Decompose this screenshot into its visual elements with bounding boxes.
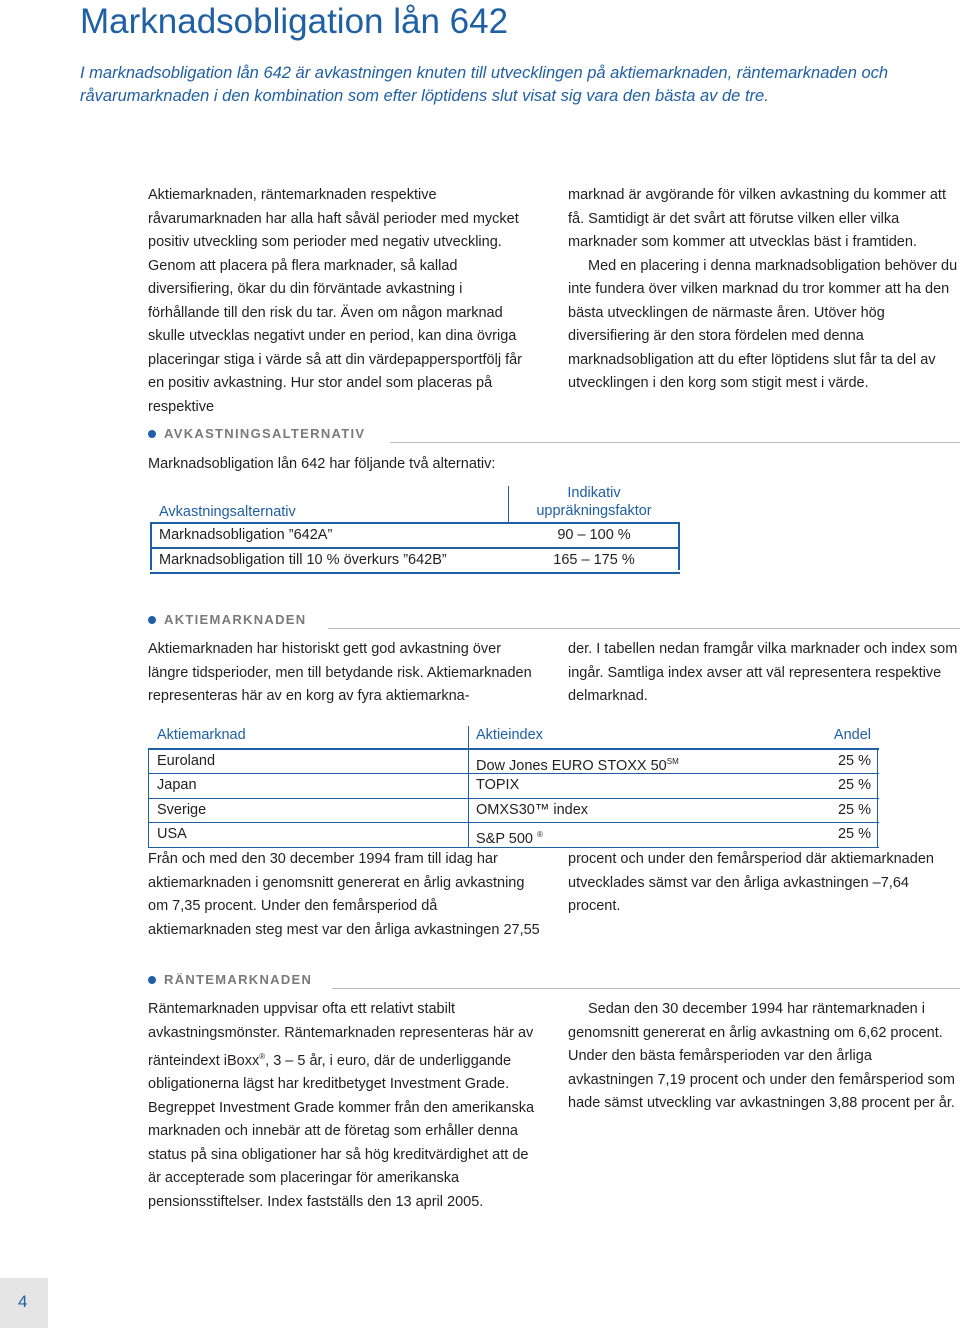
intro-body-left: [148, 184, 538, 419]
section-rule: [390, 442, 960, 443]
section-heading-text: AVKASTNINGSALTERNATIV: [164, 426, 366, 441]
alternativ-value: 165 – 175 %: [553, 552, 635, 568]
registered-mark: ®: [537, 830, 543, 839]
section-heading-text: RÄNTEMARKNADEN: [164, 972, 313, 987]
aktie-body-right: der. I tabellen nedan framgår vilka marknader och index som ingår. Samtliga index avser att väl representera respektive delmarknad.: [568, 641, 958, 704]
column-header-share: Andel: [833, 727, 871, 743]
registered-mark: ®: [259, 1052, 266, 1061]
table-row: [150, 549, 680, 574]
table-frame-left: [148, 749, 149, 848]
section-heading-text: AKTIEMARKNADEN: [164, 612, 307, 627]
alternativ-name: Marknadsobligation till 10 % överkurs ”642B”: [159, 552, 447, 568]
table-frame-left: [150, 522, 152, 570]
table-row: [148, 799, 879, 824]
column-header-faktor-line2: uppräkningsfaktor: [536, 503, 652, 519]
aktieindex-table: [148, 724, 879, 848]
index-name-text: S&P 500: [476, 830, 533, 847]
intro-body-right: [568, 184, 960, 396]
page-number: 4: [18, 1292, 28, 1311]
service-mark: SM: [666, 756, 679, 766]
column-header-alternativ: Avkastningsalternativ: [159, 504, 296, 520]
section-heading-ranta: [148, 972, 312, 987]
column-header-faktor: [510, 484, 678, 520]
table-row: [148, 774, 879, 799]
market-name: Euroland: [157, 752, 216, 769]
column-divider: [508, 486, 509, 522]
column-divider: [468, 726, 469, 848]
aktieindex-table-header: [148, 724, 879, 750]
ranta-body-left-b: , 3 – 5 år, i euro, där de underliggande obligationerna lägst har kreditbetyget Investment Grade. Begreppet Investment Grade kommer från den amerikanska marknaden och innebär att de företag som erhåller denna status på sina obligationer har så hög kreditvärdighet att de är accepterade som placeringar för amerikanska pensionsstiftelser. Index fastställs den 13 april 2005.: [148, 1052, 535, 1210]
aktie-body-left: Aktiemarknaden har historiskt gett god avkastning över längre tidsperioder, men till betydande risk. Aktiemarknaden representeras här av en korg av fyra aktiemarkna-: [148, 641, 532, 704]
alternativ-table-header: [150, 484, 680, 524]
section-rule: [328, 628, 960, 629]
ranta-body-right: Sedan den 30 december 1994 har räntemarknaden i genomsnitt genererat en årlig avkastning om 6,62 procent. Under den bästa femårsperioden var den årliga avkastningen 7,19 procent och under den femårsperiod som hade sämst utveckling var avkastningen 3,88 procent per år.: [568, 1001, 955, 1111]
bullet-icon: [148, 976, 156, 984]
bullet-icon: [148, 616, 156, 624]
column-header-index: Aktieindex: [476, 727, 543, 743]
intro-body-right-p2: Med en placering i denna marknadsobligation behöver du inte fundera över vilken marknad du tror kommer att ha den bästa utvecklingen de närmaste åren. Utöver hög diversifiering är den stora fördelen med denna marknadsobligation att du efter löptidens slut får ta del av utvecklingen i den korg som stigit mest i värde.: [568, 257, 958, 391]
share-value: 25 %: [837, 777, 871, 793]
section-heading-avkastning: [148, 426, 365, 441]
market-name: Sverige: [157, 801, 207, 818]
share-value: 25 %: [837, 752, 871, 769]
alternativ-name: Marknadsobligation ”642A”: [159, 527, 333, 543]
market-name: USA: [157, 826, 187, 842]
index-name: TOPIX: [476, 777, 520, 793]
ranta-body-left: [148, 998, 540, 1214]
column-header-market: Aktiemarknad: [157, 727, 246, 743]
table-frame-right: [877, 749, 878, 848]
column-header-faktor-line1: Indikativ: [567, 485, 621, 501]
table-frame-right: [678, 522, 680, 570]
index-name: OMXS30™ index: [476, 801, 589, 818]
intro-body-right-p1: marknad är avgörande för vilken avkastning du kommer att få. Samtidigt är det svårt att förutse vilken eller vilka marknader som kommer att utvecklas bäst i framtiden.: [568, 187, 946, 250]
share-value: 25 %: [837, 826, 871, 842]
intro-body-left-text: Aktiemarknaden, räntemarknaden respektive råvarumarknaden har alla haft såväl perioder med mycket positiv utveckling som perioder med negativ utveckling. Genom att placera på flera marknader, så kallad diversifiering, ökar du din förväntade avkastning i förhållande till den risk du tar. Även om någon marknad skulle utvecklas negativt under en period, kan dina övriga placeringar stiga i värde så att din värdepappersportfölj får en positiv avkastning. Hur stor andel som placeras på respektive: [148, 187, 522, 415]
bullet-icon: [148, 430, 156, 438]
alternativ-table: [150, 484, 680, 574]
share-value: 25 %: [837, 801, 871, 818]
section-heading-aktie: [148, 612, 306, 627]
table-row: [148, 823, 879, 848]
page-title: Marknadsobligation lån 642: [80, 2, 509, 41]
intro-lead: I marknadsobligation lån 642 är avkastningen knuten till utvecklingen på aktiemarknaden, räntemarknaden och råvarumarknaden i den kombination som efter löptidens slut visat sig vara den bästa av de tre.: [80, 64, 889, 105]
table-row: [148, 750, 879, 775]
index-name-text: Dow Jones EURO STOXX 50: [476, 757, 667, 774]
ranta-body-left-a: Räntemarknaden uppvisar ofta ett relativt stabilt avkastningsmönster. Räntemarknaden representeras här av ränteindext iBoxx: [148, 1001, 534, 1069]
aktie-after-right: procent och under den femårsperiod där aktiemarknaden utvecklades sämst var den årliga avkastningen –7,64 procent.: [568, 851, 934, 914]
table-row: [150, 524, 680, 549]
avkastning-lead: Marknadsobligation lån 642 har följande två alternativ:: [148, 456, 496, 472]
alternativ-value: 90 – 100 %: [557, 527, 631, 543]
index-name: [476, 823, 543, 851]
aktie-after-left: Från och med den 30 december 1994 fram till idag har aktiemarknaden i genomsnitt genererat en årlig avkastning om 7,35 procent. Under den femårsperiod då aktiemarknaden steg mest var den årliga avkastningen 27,55: [148, 851, 540, 938]
market-name: Japan: [157, 777, 197, 793]
section-rule: [332, 988, 960, 989]
